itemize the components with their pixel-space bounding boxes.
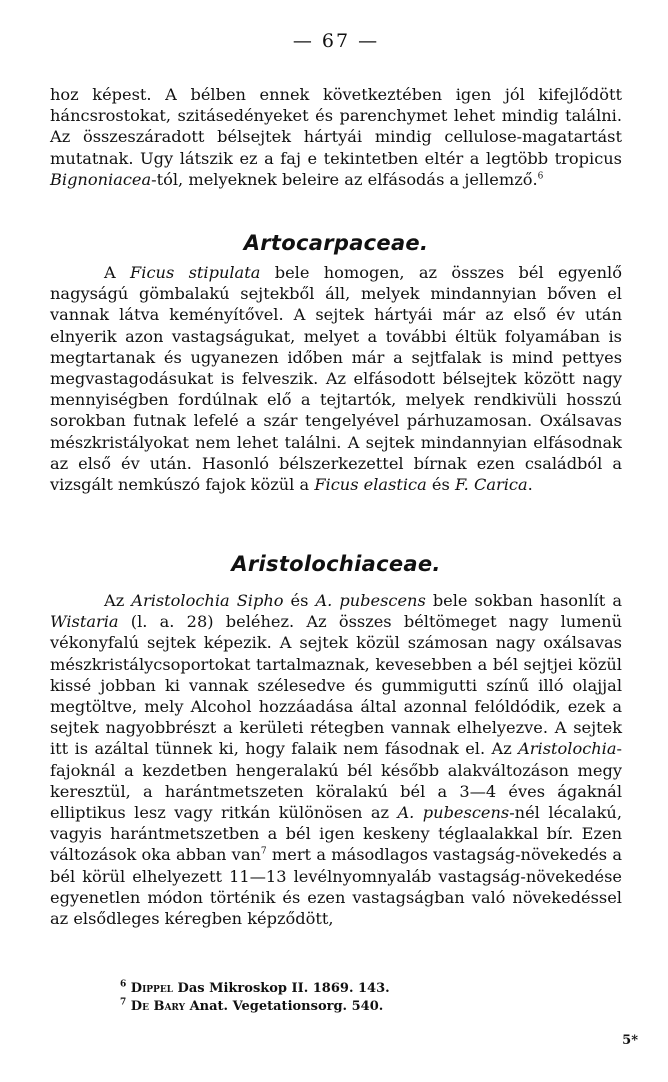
taxon-name: Wistaria: [50, 612, 119, 632]
page-number: — 67 —: [292, 30, 380, 52]
paragraph-text: mert a másodlagos vastagság-növekedés a bél körül elhelyezett 11—13 levélnyomnyaláb vastagság-növekedése egyenetlen módon történik és ezen vastagságban való növekedéssel az elsődleges kéregben képződött,: [50, 845, 622, 929]
paragraph-text: .: [527, 475, 533, 495]
paragraph-intro: [50, 84, 622, 190]
footnote-number: 7: [120, 997, 127, 1008]
paragraph-artocarpaceae: [50, 262, 622, 495]
paragraph-text: -nél lécalakú, vagyis harántmetszetben a bél igen keskeny téglaalakkal bír. Ezen változások oka abban van: [50, 803, 622, 865]
paragraph-text: A: [104, 263, 131, 282]
paragraph-aristolochiaceae: [50, 590, 622, 929]
footnote: [120, 980, 390, 998]
paragraph-text: és: [283, 591, 316, 610]
taxon-name: F. Carica: [454, 475, 528, 495]
section-heading-aristolochiaceae: Aristolochiaceae.: [231, 552, 441, 576]
footnote-author: De Bary: [130, 999, 186, 1014]
taxon-name: Aristolochia Sipho: [131, 591, 284, 610]
footnote-ref: 6: [537, 171, 544, 182]
footnote-number: 6: [120, 979, 127, 990]
section-heading-artocarpaceae: Artocarpaceae.: [243, 231, 429, 255]
paragraph-text: -fajoknál a kezdetben hengeralakú bél később alakváltozáson megy keresztül, a harántmetszeten köralakú bél a 3—4 éves ágaknál elliptikus lesz vagy ritkán különösen az: [50, 739, 622, 823]
taxon-name: A. pubescens: [397, 803, 510, 823]
taxon-name: Bignoniacea: [50, 169, 152, 189]
taxon-name: Aristolochia: [518, 739, 617, 759]
paragraph-text: bele sokban hasonlít a: [425, 591, 622, 610]
taxon-name: A. pubescens: [315, 591, 426, 610]
footnote-text: Das Mikroskop II. 1869. 143.: [173, 981, 390, 996]
paragraph-text: -tól, melyeknek beleire az elfásodás a jellemző.: [151, 169, 538, 189]
paragraph-text: (l. a. 28) beléhez. Az összes béltömeget nagy lumenü vékonyfalú sejtek képezik. A sejtek közül számosan nagy oxálsavas mészkristálycsoportokat tartalmaznak, kevesebben a bél sejtjei közül kissé jobban ki vannak szélesedve és gummigutti színű illó olajjal megtöltve, mely Alcohol hozzáadása által azonnal felóldódik, ezek a sejtek nagyobbrészt a kerületi rétegben vannak elhelyezve. A sejtek itt is azáltal tünnek ki, hogy falaik nem fásodnak el. Az: [50, 612, 622, 759]
taxon-name: Ficus elastica: [314, 475, 427, 495]
signature-mark: 5*: [622, 1033, 638, 1048]
footnote: [120, 998, 383, 1016]
taxon-name: Ficus stipulata: [130, 263, 261, 282]
paragraph-text: bele homogen, az összes bél egyenlő nagyságú gömbalakú sejtekből áll, melyek mindannyian bőven el vannak látva keményítővel. A sejtek hártyái már az első év után elnyerik azon vastagságukat, melyet a további éltük folyamában is megtartanak és ugyanezen időben már a sejtfalak is mind pettyes megvastagodásukat is felveszik. Az elfásodott bélsejtek között nagy mennyiségben fordúlnak elő a tejtartók, melyek rendkivüli hosszú sorokban futnak lefelé a szár tengelyével párhuzamosan. Oxálsavas mészkristályokat nem lehet találni. A sejtek mindannyian elfásodnak az első év után. Hasonló bélszerkezettel bírnak ezen családból a vizsgált nemkúszó fajok közül a: [50, 263, 622, 495]
paragraph-text: Az: [104, 591, 132, 610]
footnote-ref: 7: [260, 847, 267, 858]
footnote-author: Dippel: [130, 981, 174, 996]
paragraph-text: és: [426, 475, 455, 495]
footnote-text: Anat. Vegetationsorg. 540.: [185, 999, 384, 1014]
paragraph-text: hoz képest. A bélben ennek következtében igen jól kifejlődött háncsrostokat, szitásedényeket és parenchymet lehet mindig találni. Az összeszáradott bélsejtek hártyái mindig cellulose-magatartást mutatnak. Ugy látszik ez a faj e tekintetben eltér a legtöbb tropicus: [50, 85, 622, 168]
